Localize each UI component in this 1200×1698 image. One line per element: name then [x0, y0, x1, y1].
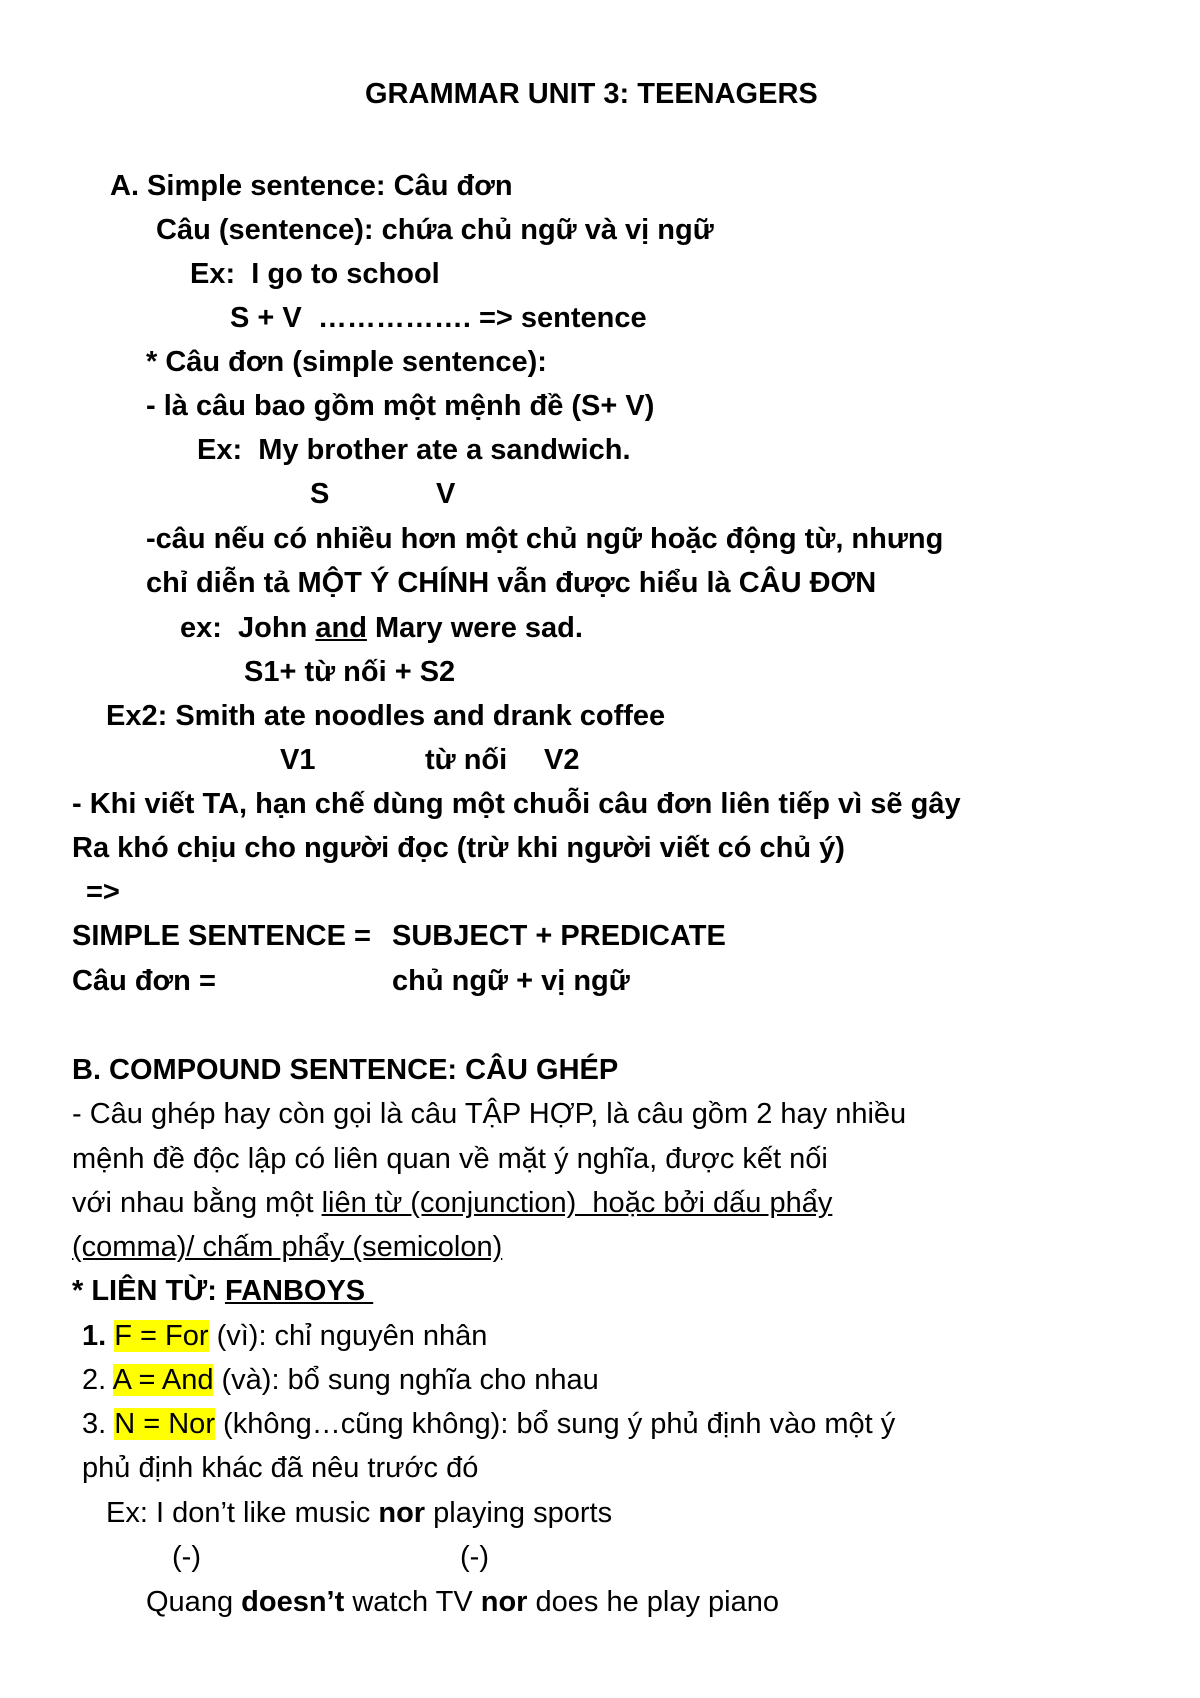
example-1: Ex: I go to school — [190, 258, 440, 290]
item-number: 3. — [82, 1408, 107, 1440]
warning-line-2: Ra khó chịu cho người đọc (trừ khi người viết có chủ ý) — [72, 832, 845, 864]
fanboys-item-for — [82, 1318, 487, 1354]
item-text: (và): bổ sung nghĩa cho nhau — [213, 1364, 599, 1396]
nor-example-1 — [106, 1495, 612, 1531]
fanboys-item-and — [82, 1362, 599, 1398]
nor-example-2 — [146, 1584, 779, 1620]
compound-definition-3-pre: với nhau bằng một — [72, 1187, 322, 1219]
example-4-v2-label: V2 — [544, 744, 580, 776]
warning-line-1: - Khi viết TA, hạn chế dùng một chuỗi câu đơn liên tiếp vì sẽ gây — [72, 788, 961, 820]
item-highlight: N = Nor — [114, 1408, 215, 1440]
compound-definition-2: mệnh đề độc lập có liên quan về mặt ý nghĩa, được kết nối — [72, 1143, 828, 1175]
example-3-pre: ex: John — [180, 612, 316, 644]
example-1-formula: S + V ……………. => sentence — [230, 302, 647, 334]
negative-mark-1: (-) — [172, 1541, 201, 1573]
page-title: GRAMMAR UNIT 3: TEENAGERS — [365, 78, 818, 110]
sentence-definition: Câu (sentence): chứa chủ ngữ và vị ngữ — [156, 214, 714, 246]
example-4-conjunction-label: từ nối — [425, 744, 508, 776]
negative-mark-2: (-) — [460, 1541, 489, 1573]
nor-example-1-pre: Ex: I don’t like music — [106, 1497, 379, 1529]
nor-example-2-nor: nor — [480, 1586, 528, 1618]
formula-en-right: SUBJECT + PREDICATE — [392, 920, 726, 952]
formula-en-left: SIMPLE SENTENCE = — [72, 920, 379, 952]
simple-sentence-title: * Câu đơn (simple sentence): — [146, 346, 547, 378]
nor-example-2-b: watch TV — [344, 1586, 481, 1618]
example-2-subject-label: S — [310, 478, 330, 510]
item-number: 2. — [82, 1364, 107, 1396]
item-highlight: F = For — [114, 1320, 209, 1352]
example-3-and: and — [315, 612, 367, 644]
example-2-verb-label: V — [436, 478, 456, 510]
nor-example-1-nor: nor — [378, 1497, 426, 1529]
compound-definition-4: (comma)/ chấm phẩy (semicolon) — [72, 1231, 503, 1263]
nor-example-2-a: Quang — [146, 1586, 242, 1618]
fanboys-label: FANBOYS — [224, 1275, 374, 1307]
formula-vi-left: Câu đơn = — [72, 965, 224, 997]
section-a-heading: A. Simple sentence: Câu đơn — [110, 170, 513, 202]
item-text: (không…cũng không): bổ sung ý phủ định vào một ý — [214, 1408, 896, 1440]
fanboys-item-nor-continued: phủ định khác đã nêu trước đó — [82, 1452, 479, 1484]
note-line-2: chỉ diễn tả MỘT Ý CHÍNH vẫn được hiểu là CÂU ĐƠN — [146, 567, 877, 599]
nor-example-1-post: playing sports — [425, 1497, 613, 1529]
nor-example-2-c: does he play piano — [527, 1586, 779, 1618]
example-3-formula: S1+ từ nối + S2 — [244, 656, 456, 688]
note-line-1: -câu nếu có nhiều hơn một chủ ngữ hoặc động từ, nhưng — [146, 523, 944, 555]
arrow: => — [86, 876, 120, 908]
compound-definition-1: - Câu ghép hay còn gọi là câu TẬP HỢP, là câu gồm 2 hay nhiều — [72, 1098, 907, 1130]
example-3 — [180, 610, 583, 646]
item-text: (vì): chỉ nguyên nhân — [208, 1320, 488, 1352]
item-highlight: A = And — [112, 1364, 214, 1396]
formula-vi-right: chủ ngữ + vị ngữ — [392, 965, 630, 997]
section-b-heading: B. COMPOUND SENTENCE: CÂU GHÉP — [72, 1054, 619, 1086]
example-4-v1-label: V1 — [280, 744, 316, 776]
example-2: Ex: My brother ate a sandwich. — [197, 434, 631, 466]
compound-definition-3-underlined: liên từ (conjunction) hoặc bởi dấu phẩy — [321, 1187, 833, 1219]
conjunctions-heading — [72, 1273, 373, 1309]
item-number: 1. — [82, 1320, 107, 1352]
simple-sentence-definition: - là câu bao gồm một mệnh đề (S+ V) — [146, 390, 655, 422]
conjunctions-label: * LIÊN TỪ: — [72, 1275, 225, 1307]
example-4: Ex2: Smith ate noodles and drank coffee — [106, 700, 666, 732]
compound-definition-3 — [72, 1185, 832, 1221]
example-3-post: Mary were sad. — [366, 612, 583, 644]
fanboys-item-nor — [82, 1406, 895, 1442]
nor-example-2-doesnt: doesn’t — [241, 1586, 345, 1618]
